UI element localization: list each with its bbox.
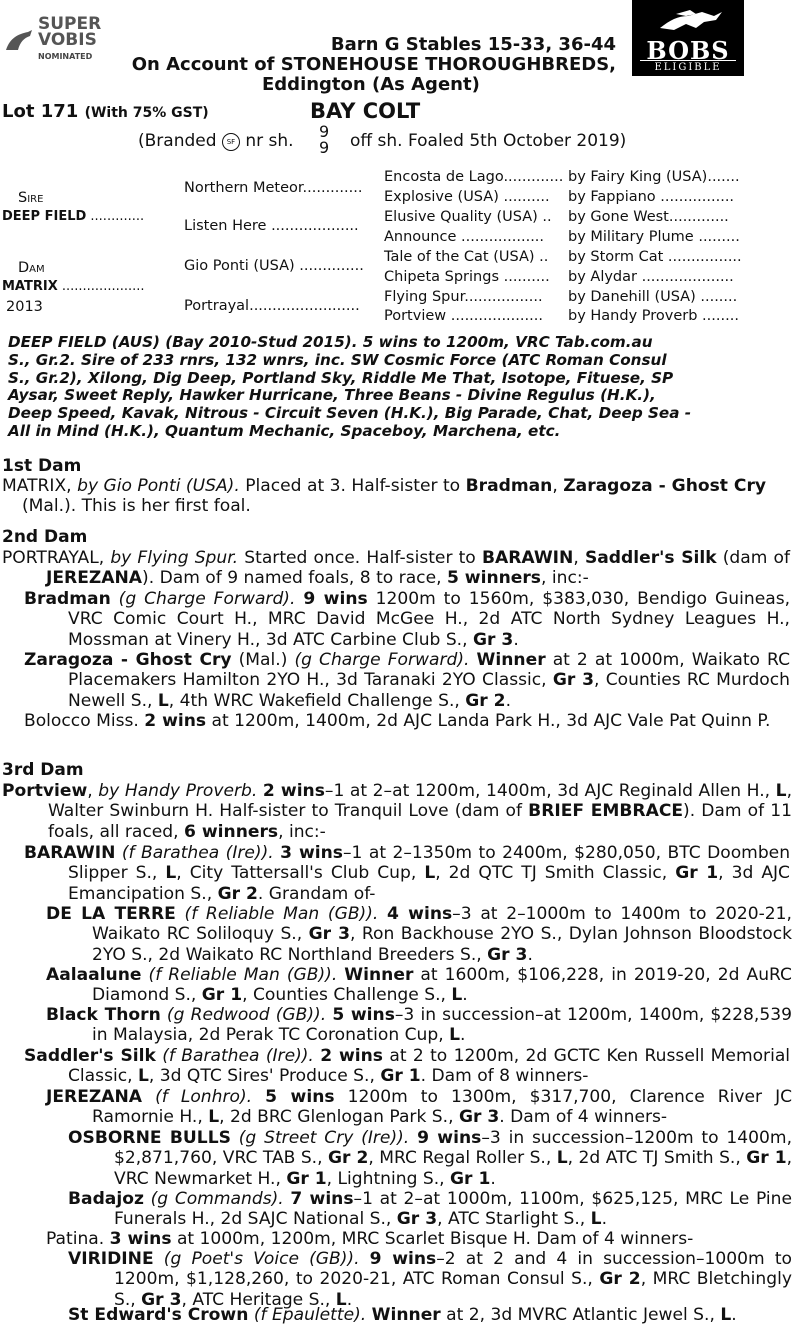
super-text: SUPER (38, 14, 102, 34)
progeny-saddlers-silk: Saddler's Silk (f Barathea (Ire)). 2 wins at 2 to 1200m, 2d GCTC Ken Russell Memorial Classic, L, 3d QTC Sires' Produce S., Gr 1. Dam of 8 winners- (24, 1046, 791, 1087)
pedigree-g3-0: Encosta de Lago............. (384, 169, 564, 185)
progeny-aalaalune: Aalaalune (f Reliable Man (GB)). Winner at 1600m, $106,228, in 2019-20, 2d AuRC Diamond S., Gr 1, Counties Challenge S., L. (46, 965, 792, 1006)
header-stables: Barn G Stables 15-33, 36-44 (330, 34, 616, 55)
sire-blurb-line: Deep Speed, Kavak, Nitrous - Circuit Seven (H.K.), Big Parade, Chat, Deep Sea - (8, 404, 692, 423)
pedigree-g2-0: Northern Meteor............. (184, 180, 363, 196)
progeny-barawin: BARAWIN (f Barathea (Ire)). 3 wins–1 at 2–1350m to 2400m, $280,050, BTC Doomben Slipper S., L, City Tattersall's Club Cup, L, 2d QTC TJ Smith Classic, Gr 1, 3d AJC Emancipation S., Gr 2. Grandam of- (24, 843, 791, 904)
fraction-brand (319, 124, 329, 156)
dam-year: 2013 (6, 299, 43, 315)
bobs-text: BOBS (646, 36, 730, 65)
third-dam-para: Portview, by Handy Proverb. 2 wins–1 at 2–at 1200m, 1400m, 3d AJC Reginald Allen H., L, Walter Swinburn H. Half-sister to Tranquil Love (dam of BRIEF EMBRACE). Dam of 11 foals, all raced, 6 winners, inc:- (2, 781, 792, 842)
pedigree-g4-6: by Danehill (USA) ........ (568, 289, 738, 305)
gst-note: (With 75% GST) (84, 105, 209, 121)
racehorse-icon (656, 6, 726, 34)
pedigree-g2-2: Gio Ponti (USA) .............. (184, 258, 364, 274)
progeny-viridine: VIRIDINE (g Poet's Voice (GB)). 9 wins–2 at 2 and 4 in succession–1000m to 1200m, $1,128,260, to 2020-21, ATC Roman Consul S., Gr 2, MRC Bletchingly S., Gr 3, ATC Heritage S., L. (68, 1249, 792, 1310)
progeny-badajoz: Badajoz (g Commands). 7 wins–1 at 2–at 1000m, 1100m, $625,125, MRC Le Pine Funerals H., 2d SAJC National S., Gr 3, ATC Starlight S., L. (68, 1189, 792, 1230)
second-dam-heading: 2nd Dam (2, 527, 88, 547)
fraction-bottom: 9 (319, 138, 330, 157)
bobs-logo (632, 0, 744, 76)
branded-label: (Branded (138, 131, 217, 151)
bobs-eligible-text: ELIGIBLE (640, 60, 736, 73)
pedigree-g4-0: by Fairy King (USA)....... (568, 169, 740, 185)
first-dam-para: MATRIX, by Gio Ponti (USA). Placed at 3. Half-sister to Bradman, Zaragoza - Ghost Cry (Mal.). This is her first foal. (2, 476, 767, 517)
progeny-jerezana: JEREZANA (f Lonhro). 5 wins 1200m to 1300m, $317,700, Clarence River JC Ramornie H., L, 2d BRC Glenlogan Park S., Gr 3. Dam of 4 winners- (46, 1087, 792, 1128)
pedigree-g3-3: Announce .................. (384, 229, 545, 245)
sire-name: DEEP FIELD ............. (2, 209, 145, 224)
super-vobis-logo (4, 12, 122, 72)
sire-blurb-line: S., Gr.2. Sire of 233 rnrs, 132 wnrs, inc. SW Cosmic Force (ATC Roman Consul (8, 350, 667, 369)
progeny-bolocco: Bolocco Miss. 2 wins at 1200m, 1400m, 2d AJC Landa Park H., 3d AJC Vale Pat Quinn P. (24, 711, 771, 731)
pedigree-g3-5: Chipeta Springs .......... (384, 269, 550, 285)
pedigree-g3-4: Tale of the Cat (USA) .. (384, 249, 549, 265)
progeny-black-thorn: Black Thorn (g Redwood (GB)). 5 wins–3 in succession–at 1200m, 1400m, $228,539 in Malaysia, 2d Perak TC Coronation Cup, L. (46, 1005, 792, 1046)
foaled-line: off sh. Foaled 5th October 2019) (350, 131, 627, 151)
sire-blurb-line: S., Gr.2), Xilong, Dig Deep, Portland Sky, Riddle Me That, Isotope, Fituese, SP (8, 368, 674, 387)
pedigree-g3-2: Elusive Quality (USA) .. (384, 209, 552, 225)
dam-name: MATRIX .................... (2, 279, 145, 294)
progeny-zaragoza: Zaragoza - Ghost Cry (Mal.) (g Charge Forward). Winner at 2 at 1000m, Waikato RC Placemakers Hamilton 2YO H., 3d Taranaki 2YO Classic, Gr 3, Counties RC Murdoch Newell S., L, 4th WRC Wakefield Challenge S., Gr 2. (24, 650, 791, 711)
progeny-de-la-terre: DE LA TERRE (f Reliable Man (GB)). 4 wins–3 at 2–1000m to 1400m to 2020-21, Waikato RC Soliloquy S., Gr 3, Ron Backhouse 2YO S., Dylan Johnson Bloodstock 2YO S., 2d Waikato RC Northland Breeders S., Gr 3. (46, 904, 792, 965)
vobis-text: VOBIS (38, 30, 97, 50)
progeny-osborne-bulls: OSBORNE BULLS (g Street Cry (Ire)). 9 wins–3 in succession–1200m to 1400m, $2,871,760, VRC TAB S., Gr 2, MRC Regal Roller S., L, 2d ATC TJ Smith S., Gr 1, VRC Newmarket H., Gr 1, Lightning S., Gr 1. (68, 1128, 792, 1189)
lot-label: Lot 171 (2, 101, 79, 122)
pedigree-g4-7: by Handy Proverb ........ (568, 308, 739, 324)
sire-label: Sire (18, 190, 44, 206)
pedigree-g4-4: by Storm Cat ................ (568, 249, 742, 265)
pedigree-g2-3: Portrayal........................ (184, 298, 360, 314)
header-agent: Eddington (As Agent) (262, 74, 480, 95)
brand-mark-icon: SF (222, 133, 240, 151)
pedigree-g2-1: Listen Here ................... (184, 218, 359, 234)
lot-number (2, 101, 209, 122)
pedigree-g4-3: by Military Plume ......... (568, 229, 740, 245)
sire-blurb-line: DEEP FIELD (AUS) (Bay 2010-Stud 2015). 5 wins to 1200m, VRC Tab.com.au (8, 333, 653, 351)
pedigree-g3-6: Flying Spur................. (384, 289, 543, 305)
fraction-top: 9 (319, 122, 330, 141)
near-shoulder-label: nr sh. (245, 131, 294, 151)
third-dam-heading: 3rd Dam (2, 760, 84, 780)
dam-label: Dam (18, 260, 45, 276)
sire-blurb (8, 334, 742, 441)
pedigree-g4-5: by Alydar .................... (568, 269, 734, 285)
pedigree-g3-1: Explosive (USA) .......... (384, 189, 550, 205)
pedigree-g4-1: by Fappiano ................ (568, 189, 735, 205)
sire-blurb-line: Aysar, Sweet Reply, Hawker Hurricane, Three Beans - Divine Regulus (H.K.), (8, 386, 656, 405)
branded-line (138, 131, 294, 151)
progeny-st-edwards-crown: St Edward's Crown (f Epaulette). Winner at 2, 3d MVRC Atlantic Jewel S., L. (68, 1305, 737, 1325)
header-account: On Account of STONEHOUSE THOROUGHBREDS, (131, 54, 616, 75)
pedigree-g3-7: Portview .................... (384, 308, 543, 324)
horse-icon (4, 28, 34, 54)
progeny-bradman: Bradman (g Charge Forward). 9 wins 1200m to 1560m, $383,030, Bendigo Guineas, VRC Comic Court H., MRC David McGee H., 2d ATC North Sydney Leagues H., Mossman at Vinery H., 3d ATC Carbine Club S., Gr 3. (24, 589, 791, 650)
lot-title: BAY COLT (310, 99, 421, 123)
first-dam-heading: 1st Dam (2, 456, 82, 476)
second-dam-para: PORTRAYAL, by Flying Spur. Started once. Half-sister to BARAWIN, Saddler's Silk (dam of JEREZANA). Dam of 9 named foals, 8 to race, 5 winners, inc:- (2, 548, 791, 589)
pedigree-g4-2: by Gone West............. (568, 209, 729, 225)
progeny-patina: Patina. 3 wins at 1000m, 1200m, MRC Scarlet Bisque H. Dam of 4 winners- (46, 1229, 694, 1249)
sire-blurb-line: All in Mind (H.K.), Quantum Mechanic, Spaceboy, Marchena, etc. (8, 421, 561, 440)
nominated-text: NOMINATED (38, 52, 93, 61)
